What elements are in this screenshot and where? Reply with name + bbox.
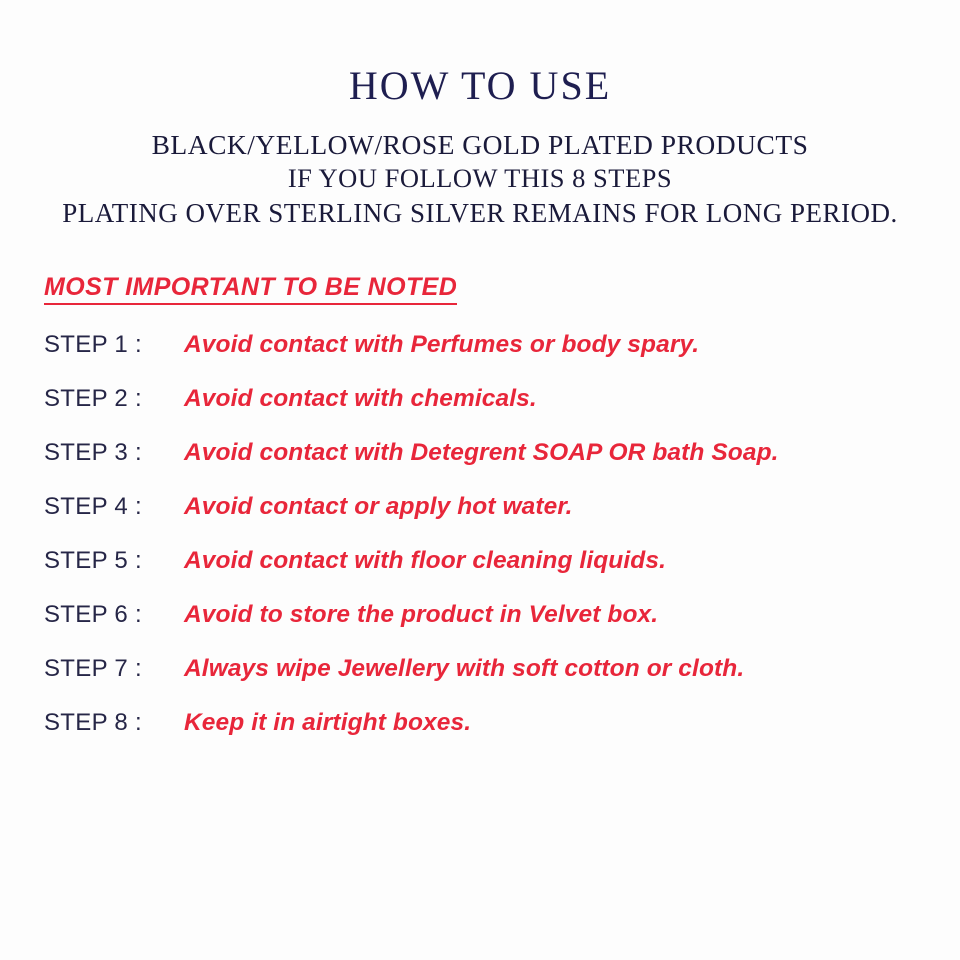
step-label: STEP 2 : <box>44 384 143 412</box>
list-item <box>0 331 960 359</box>
step-text: Keep it in airtight boxes. <box>184 708 472 736</box>
page-title: HOW TO USE <box>348 63 612 108</box>
step-label: STEP 1 : <box>44 330 143 358</box>
step-label: STEP 4 : <box>44 492 143 520</box>
step-label: STEP 6 : <box>44 600 143 628</box>
list-item <box>0 601 960 629</box>
step-text: Avoid contact with floor cleaning liquids. <box>184 546 666 574</box>
subtitle-line-2: IF YOU FOLLOW THIS 8 STEPS <box>287 163 673 194</box>
subtitle-line-3: PLATING OVER STERLING SILVER REMAINS FOR LONG PERIOD. <box>62 198 898 229</box>
list-item <box>0 385 960 413</box>
step-label: STEP 7 : <box>44 654 143 682</box>
step-text: Avoid contact or apply hot water. <box>184 492 573 520</box>
list-item <box>0 655 960 683</box>
list-item <box>0 493 960 521</box>
step-text: Always wipe Jewellery with soft cotton or cloth. <box>184 654 745 682</box>
list-item <box>0 547 960 575</box>
important-notice-heading: MOST IMPORTANT TO BE NOTED <box>44 273 457 305</box>
steps-list <box>0 331 960 737</box>
step-label: STEP 5 : <box>44 546 143 574</box>
step-label: STEP 3 : <box>44 438 143 466</box>
step-text: Avoid contact with Perfumes or body spary. <box>184 330 700 358</box>
step-text: Avoid contact with Detegrent SOAP OR bath Soap. <box>184 438 779 466</box>
list-item <box>0 439 960 467</box>
step-text: Avoid contact with chemicals. <box>184 384 537 412</box>
list-item <box>0 709 960 737</box>
step-label: STEP 8 : <box>44 708 143 736</box>
subtitle-line-1: BLACK/YELLOW/ROSE GOLD PLATED PRODUCTS <box>151 129 809 160</box>
step-text: Avoid to store the product in Velvet box. <box>184 600 659 628</box>
subtitle-block <box>0 127 960 231</box>
